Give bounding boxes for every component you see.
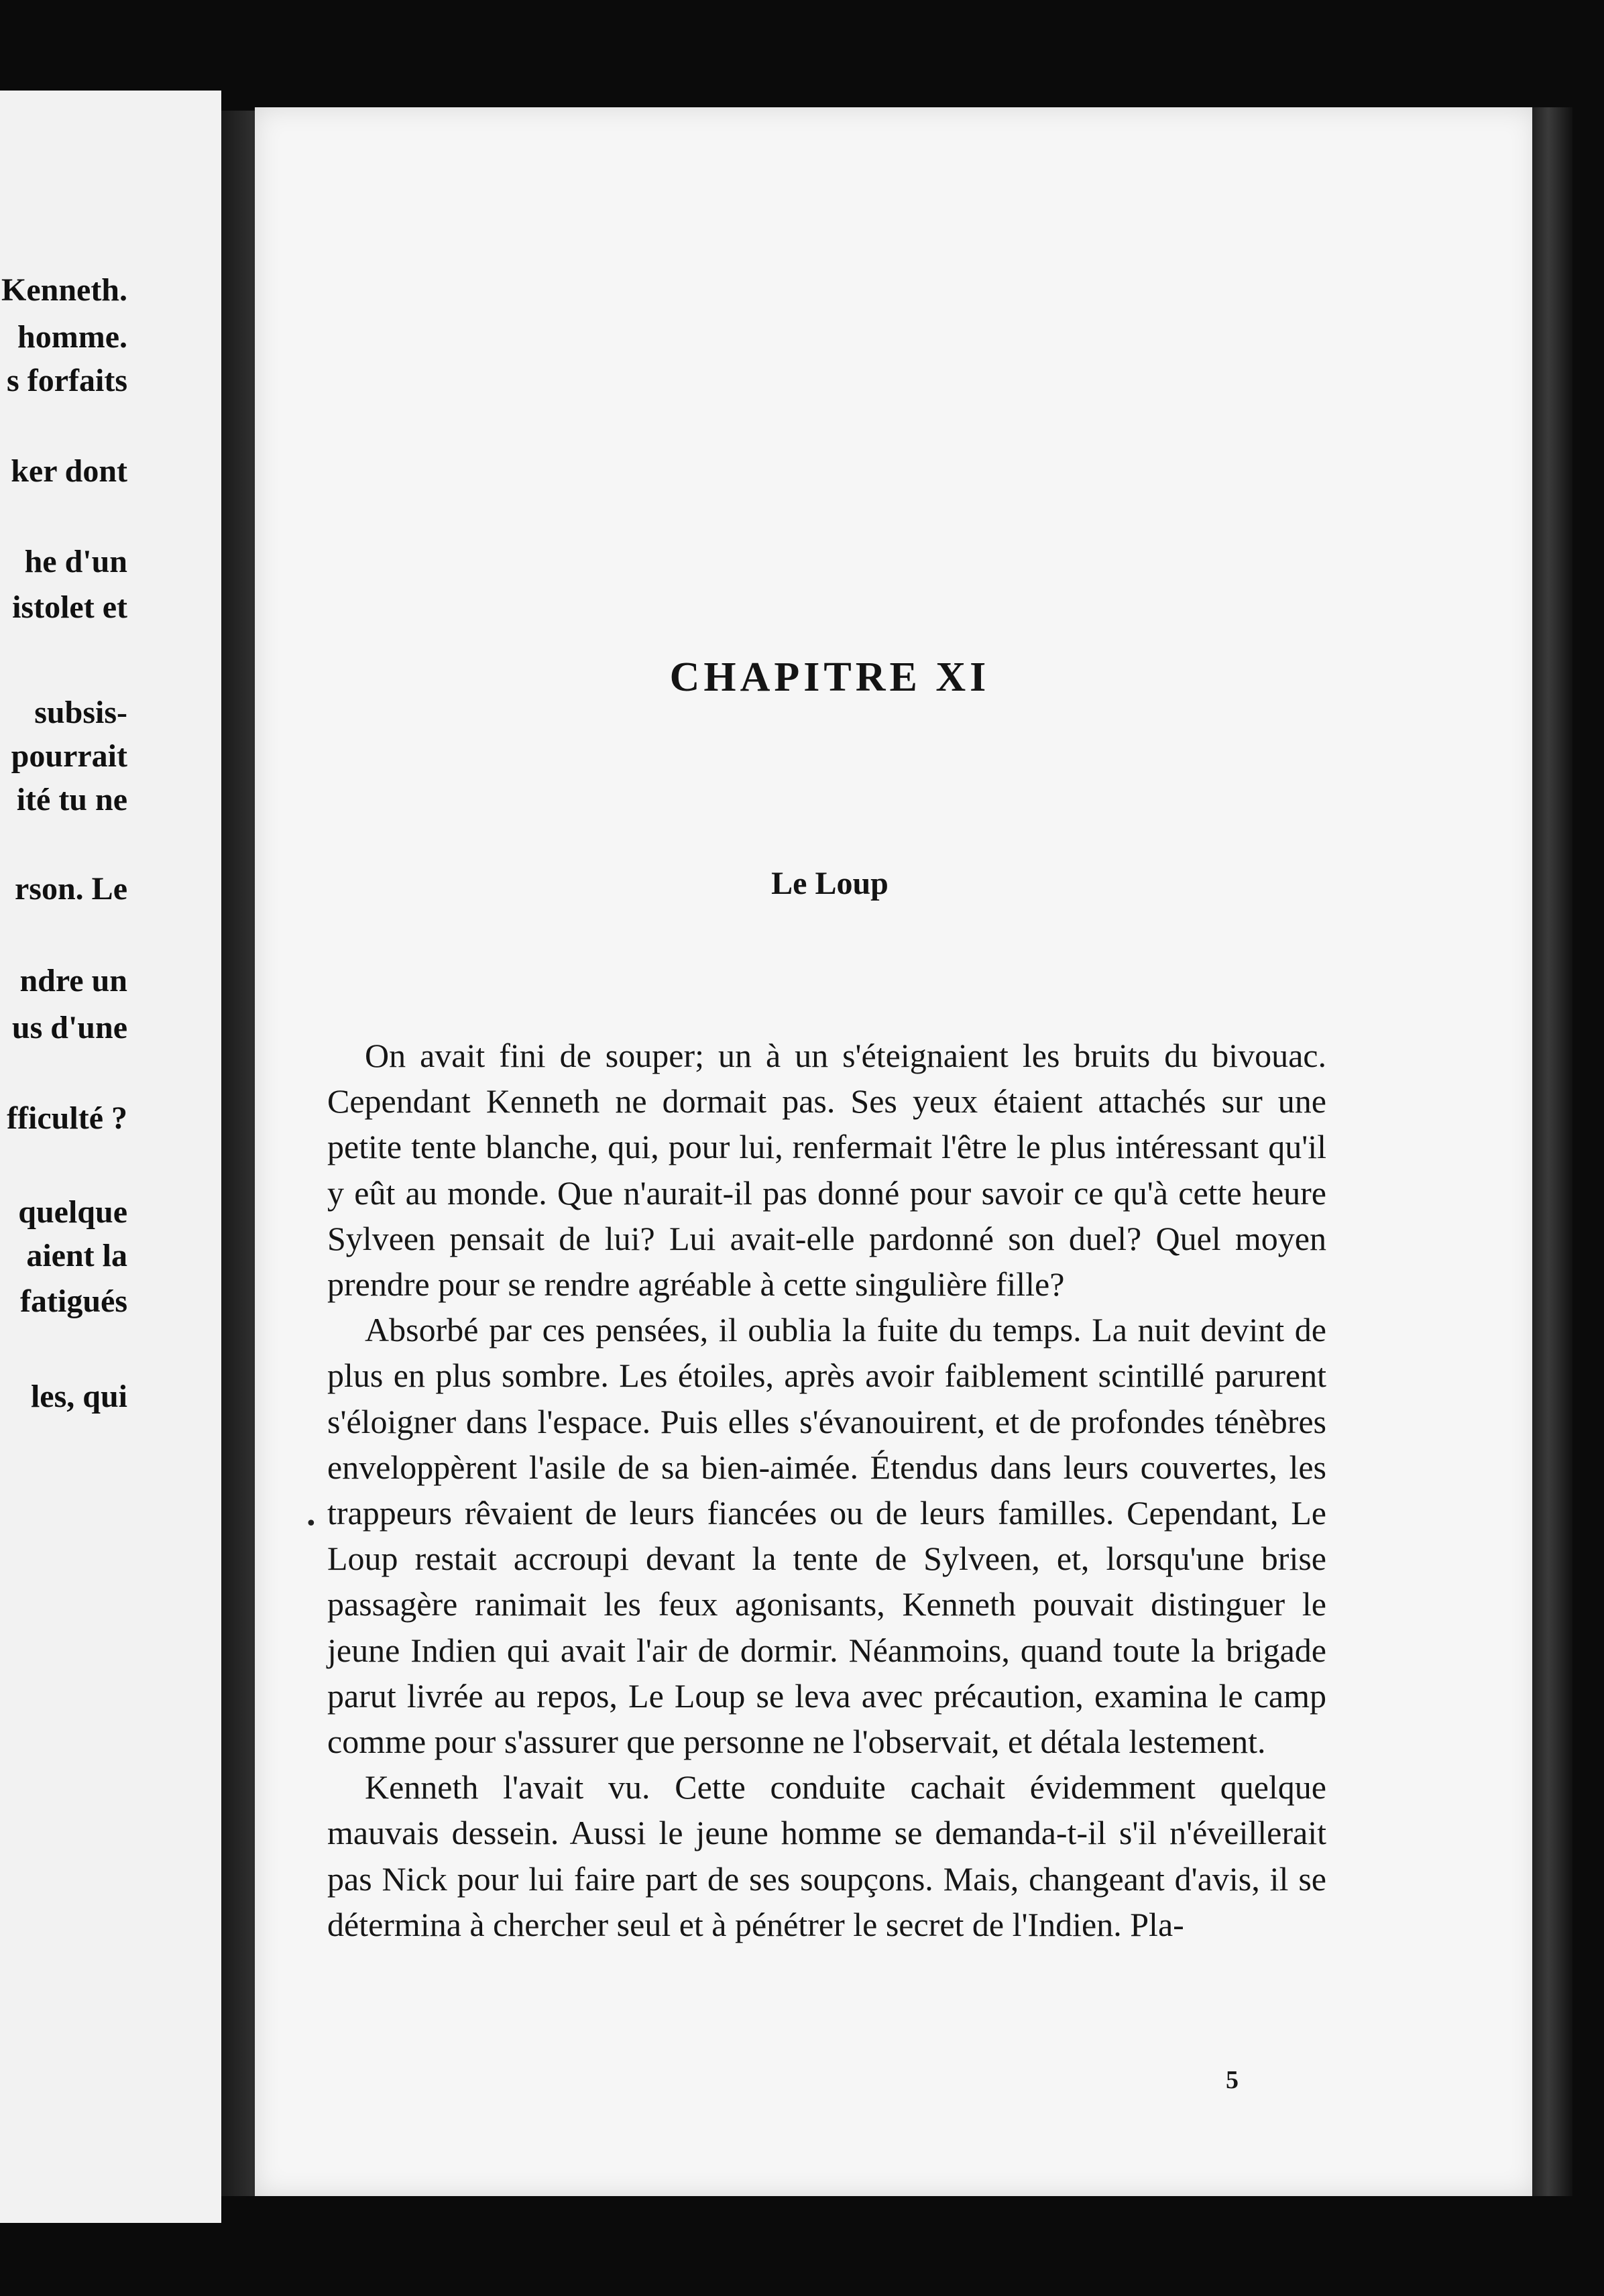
previous-page-line: fficulté ? — [7, 1100, 127, 1136]
previous-page-line: fatigués — [20, 1283, 127, 1319]
previous-page-line: homme. — [17, 319, 127, 355]
previous-page-line: ndre un — [19, 963, 127, 998]
previous-page-line: aient la — [26, 1238, 127, 1273]
previous-page-line: ité tu ne — [16, 782, 127, 817]
paragraph: Kenneth l'avait vu. Cette conduite cachait évidemment quelque mauvais dessein. Aussi le jeune homme se demanda-t-il s'il n'éveillerait pas Nick pour lui faire part de ses soupçons. Mais, changeant d'avis, il se détermina à chercher seul et à pénétrer le secret de l'Indien. Pla- — [327, 1768, 1326, 1943]
previous-page-line: rson. Le — [15, 871, 127, 907]
previous-page-line: he d'un — [24, 544, 127, 579]
previous-page-line: les, qui — [30, 1379, 127, 1414]
previous-page-line: Kenneth. — [1, 272, 127, 308]
previous-page-line: us d'une — [11, 1010, 127, 1045]
paragraph: Absorbé par ces pensées, il oublia la fuite du temps. La nuit devint de plus en plus sombre. Les étoiles, après avoir faiblement scintillé parurent s'éloigner dans l'espace. Puis elles s'évanouirent, et de profondes ténèbres enveloppèrent l'asile de sa bien-aimée. Étendus dans leurs couvertes, les trappeurs rêvaient de leurs fiancées ou de leurs familles. Cependant, Le Loup restait accroupi devant la tente de Sylveen, et, lorsqu'une brise passagère ranimait les feux agonisants, Kenneth pouvait distinguer le jeune Indien qui avait l'air de dormir. Néanmoins, quand toute la brigade parut livrée au repos, Le Loup se leva avec précaution, examina le camp comme pour s'assurer que personne ne l'observait, et détala lestement. — [327, 1311, 1326, 1761]
chapter-title: CHAPITRE XI — [669, 654, 990, 700]
previous-page-line: quelque — [18, 1194, 127, 1230]
signature-mark: 5 — [1226, 2066, 1239, 2094]
previous-page-line: pourrait — [11, 738, 127, 774]
chapter-subtitle: Le Loup — [771, 866, 889, 901]
paragraph: On avait fini de souper; un à un s'éteignaient les bruits du bivouac. Cependant Kenneth ne dormait pas. Ses yeux étaient attachés sur une petite tente blanche, qui, pour lui, renfermait l'être le plus intéressant qu'il y eût au monde. Que n'aurait-il pas donné pour savoir ce qu'à cette heure Sylveen pensait de lui? Lui avait-elle pardonné son duel? Quel moyen prendre pour se rendre agréable à cette singulière fille? — [327, 1037, 1326, 1304]
page-edge — [1532, 107, 1572, 2196]
margin-dot: • — [305, 1512, 317, 1536]
previous-page-line: istolet et — [12, 589, 127, 625]
previous-page-line: s forfaits — [7, 363, 127, 398]
chapter-body — [327, 1033, 1326, 1947]
previous-page-line: ker dont — [11, 453, 127, 489]
previous-page — [0, 91, 221, 2223]
previous-page-line: subsis- — [34, 695, 127, 730]
